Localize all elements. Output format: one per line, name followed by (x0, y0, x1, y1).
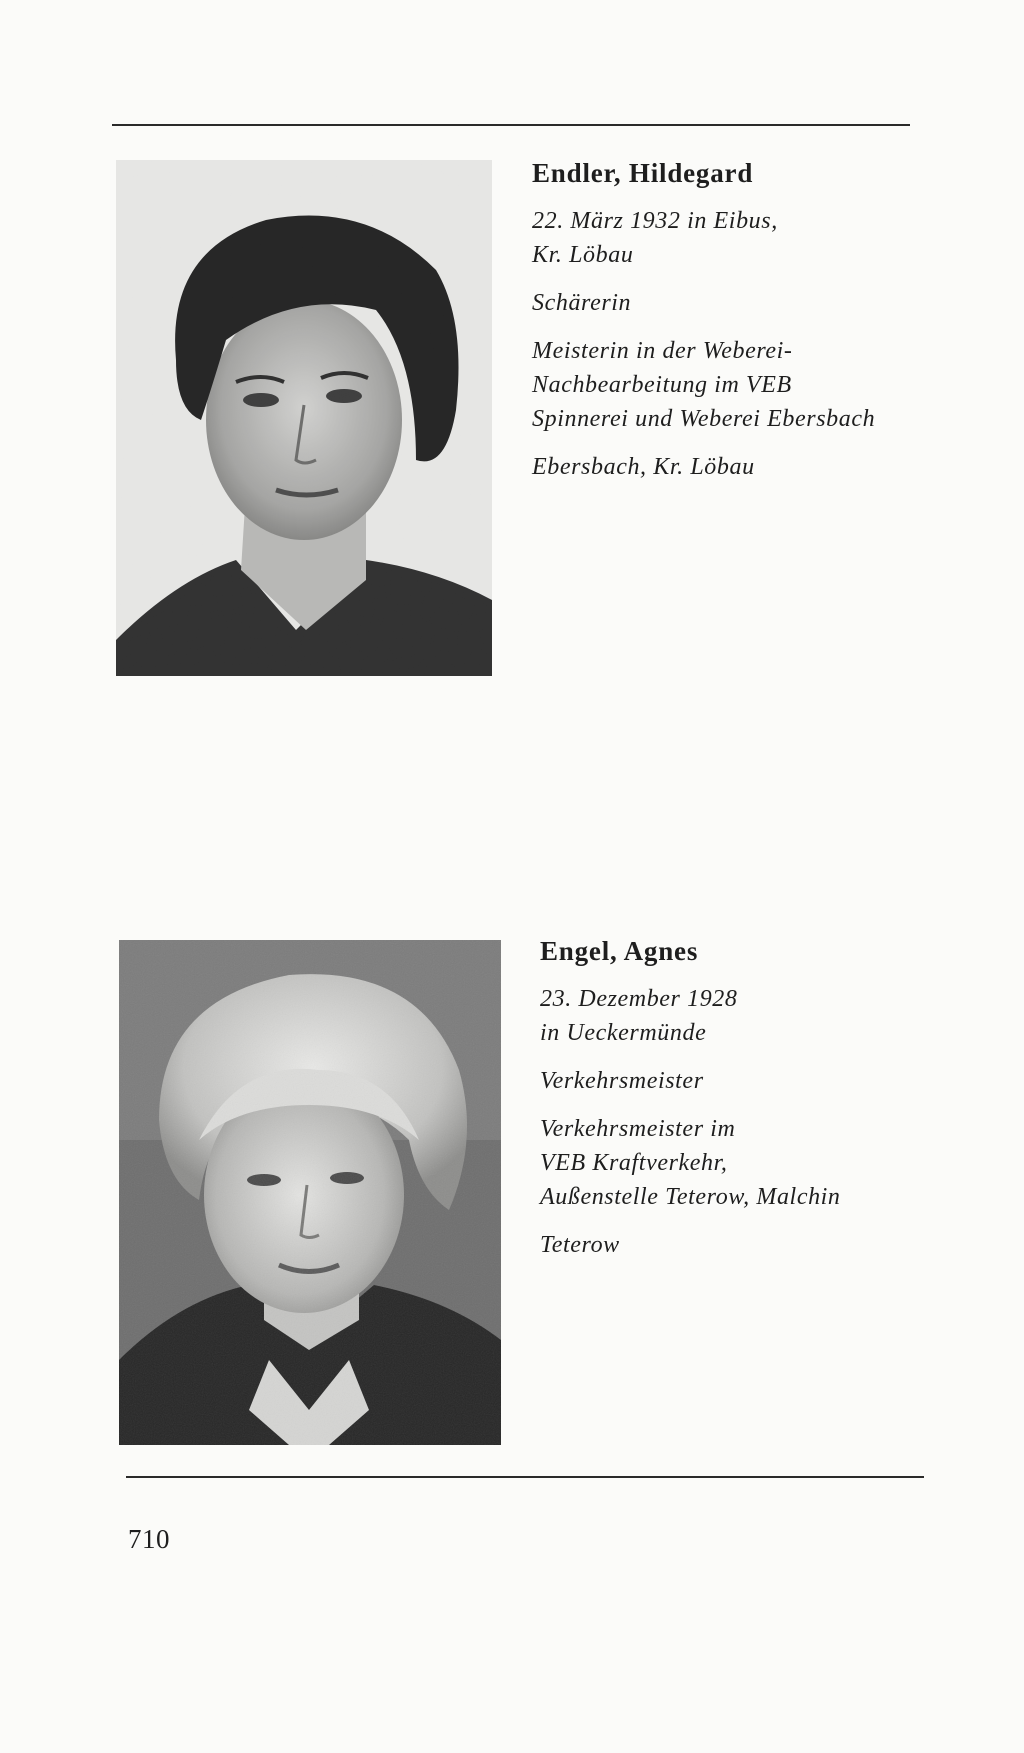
entry-residence (540, 1228, 980, 1262)
entry-position (532, 334, 972, 436)
position-line: Spinnerei und Weberei Ebersbach (532, 406, 876, 432)
entry-name: Engel, Agnes (540, 936, 699, 966)
portrait-engel-drawing (119, 940, 501, 1445)
entry-engel (540, 934, 980, 1276)
entry-birth (532, 204, 972, 272)
birth-line: 22. März 1932 in Eibus, (532, 208, 778, 234)
position-line: VEB Kraftverkehr, (540, 1150, 728, 1176)
portrait-photo-endler (116, 160, 492, 676)
entry-residence (532, 450, 972, 484)
birth-line: 23. Dezember 1928 (540, 986, 738, 1012)
position-line: Meisterin in der Weberei- (532, 338, 793, 364)
portrait-photo-engel (119, 940, 501, 1445)
entry-position (540, 1112, 980, 1214)
entry-birth (540, 982, 980, 1050)
occupation-line: Schärerin (532, 290, 632, 316)
position-line: Verkehrsmeister im (540, 1116, 736, 1142)
entry-occupation (532, 286, 972, 320)
top-rule (112, 124, 910, 126)
residence-line: Teterow (540, 1232, 620, 1258)
entry-endler (532, 156, 972, 498)
page-number: 710 (128, 1524, 170, 1554)
position-line: Nachbearbeitung im VEB (532, 372, 792, 398)
bottom-rule (126, 1476, 924, 1478)
position-line: Außenstelle Teterow, Malchin (540, 1184, 841, 1210)
residence-line: Ebersbach, Kr. Löbau (532, 454, 755, 480)
birth-line: Kr. Löbau (532, 242, 634, 268)
portrait-endler-drawing (116, 160, 492, 676)
entry-name: Endler, Hildegard (532, 158, 754, 188)
entry-occupation (540, 1064, 980, 1098)
birth-line: in Ueckermünde (540, 1020, 707, 1046)
occupation-line: Verkehrsmeister (540, 1068, 704, 1094)
